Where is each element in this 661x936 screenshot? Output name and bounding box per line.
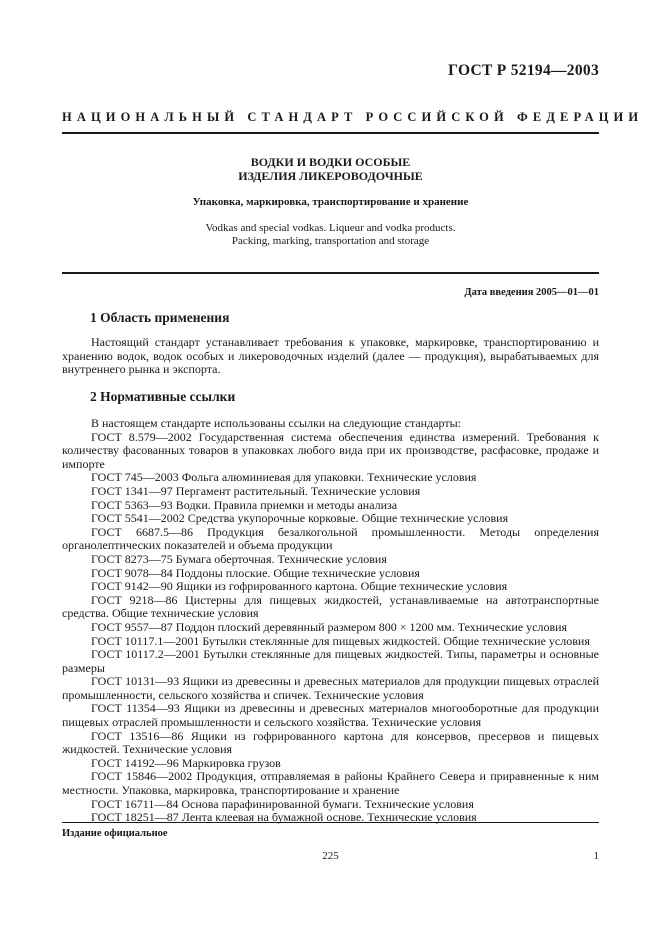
document-title [62, 155, 599, 183]
reference-item: ГОСТ 10117.1—2001 Бутылки стеклянные для пищевых жидкостей. Общие технические условия [91, 633, 590, 648]
english-title-line-2: Packing, marking, transportation and storage [231, 235, 430, 247]
section-1-paragraph: Настоящий стандарт устанавливает требования к упаковке, маркировке, транспортированию и хранению водок, водок особых и ликероводочных изделий (далее — продукция), вырабатываемых для внутреннего рынка и экспорта. [62, 335, 599, 377]
reference-item: ГОСТ 9142—90 Ящики из гофрированного картона. Общие технические условия [91, 579, 508, 594]
reference-intro: В настоящем стандарте использованы ссылки на следующие стандарты: [91, 416, 462, 430]
reference-item: ГОСТ 9218—86 Цистерны для пищевых жидкостей, устанавливаемые на автотранспортные средства. Общие технические условия [62, 592, 599, 621]
title-line-2: ИЗДЕЛИЯ ЛИКЕРОВОДОЧНЫЕ [238, 169, 423, 183]
section-2-heading: 2 Нормативные ссылки [90, 389, 236, 404]
reference-item: ГОСТ 745—2003 Фольга алюминиевая для упаковки. Технические условия [91, 470, 477, 485]
reference-item: ГОСТ 9078—84 Поддоны плоские. Общие технические условия [91, 565, 420, 580]
english-title-line-1: Vodkas and special vodkas. Liqueur and vodka products. [205, 222, 456, 234]
footer-divider [62, 822, 599, 823]
english-title [62, 222, 599, 248]
reference-item: ГОСТ 8273—75 Бумага оберточная. Технические условия [91, 551, 387, 566]
reference-item: ГОСТ 5363—93 Водки. Правила приемки и методы анализа [91, 497, 398, 512]
title-divider [62, 272, 599, 274]
reference-item: ГОСТ 15846—2002 Продукция, отправляемая в районы Крайнего Севера и приравненные к ним местности. Упаковка, маркировка, транспортирование и хранение [62, 769, 599, 798]
section-1-heading: 1 Область применения [90, 310, 230, 325]
sheet-number: 1 [593, 850, 599, 862]
section-2-reference-list [62, 417, 599, 825]
edition-label: Издание официальное [62, 828, 168, 839]
national-standard-heading: НАЦИОНАЛЬНЫЙ СТАНДАРТ РОССИЙСКОЙ ФЕДЕРАЦИИ [62, 110, 644, 124]
reference-item: ГОСТ 1341—97 Пергамент растительный. Технические условия [91, 483, 421, 498]
reference-item: ГОСТ 6687.5—86 Продукция безалкогольной промышленности. Методы определения органолептических показателей и объема продукции [62, 524, 599, 553]
reference-item: ГОСТ 5541—2002 Средства укупорочные корковые. Общие технические условия [91, 511, 509, 526]
reference-item: ГОСТ 10117.2—2001 Бутылки стеклянные для пищевых жидкостей. Типы, параметры и основные размеры [62, 647, 599, 675]
reference-item: ГОСТ 8.579—2002 Государственная система обеспечения единства измерений. Требования к количеству фасованных товаров в упаковках любого вида при их производстве, расфасовке, продаже и импорте [62, 429, 599, 471]
reference-item: ГОСТ 13516—86 Ящики из гофрированного картона для консервов, пресервов и пищевых жидкостей. Технические условия [62, 728, 599, 757]
section-1-body [62, 336, 599, 377]
reference-item: ГОСТ 9557—87 Поддон плоский деревянный размером 800 × 1200 мм. Технические условия [91, 619, 568, 634]
page-number: 225 [322, 850, 339, 862]
reference-item: ГОСТ 14192—96 Маркировка грузов [91, 755, 281, 770]
title-line-1: ВОДКИ И ВОДКИ ОСОБЫЕ [250, 155, 411, 169]
reference-item: ГОСТ 16711—84 Основа парафинированной бумаги. Технические условия [91, 796, 474, 811]
intro-date: Дата введения 2005—01—01 [464, 287, 599, 298]
document-subtitle: Упаковка, маркировка, транспортирование и хранение [192, 196, 469, 208]
reference-item: ГОСТ 11354—93 Ящики из древесины и древесных материалов многооборотные для продукции пищевых отраслей промышленности и сельского хозяйства. Технические условия [62, 701, 599, 730]
reference-item: ГОСТ 18251—87 Лента клеевая на бумажной основе. Технические условия [91, 810, 477, 825]
reference-item: ГОСТ 10131—93 Ящики из древесины и древесных материалов для продукции пищевых отраслей промышленности, сельского хозяйства и спичек. Технические условия [62, 674, 599, 702]
top-divider [62, 132, 599, 134]
document-code: ГОСТ Р 52194—2003 [448, 62, 599, 79]
